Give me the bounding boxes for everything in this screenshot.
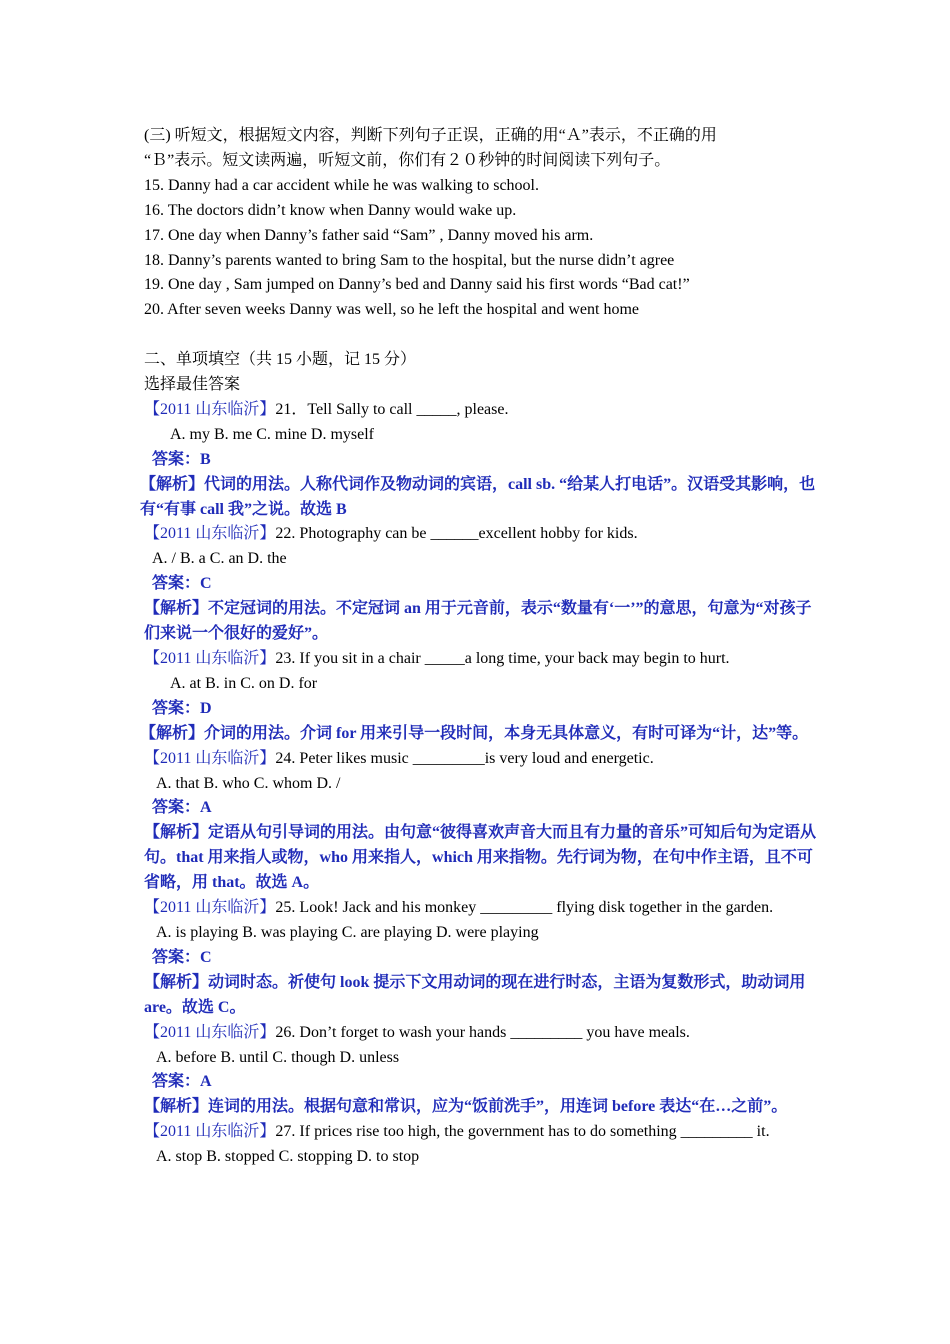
question-21-answer: 答案：B [152, 450, 211, 468]
question-source: 【2011 山东临沂】 [144, 525, 276, 543]
question-source: 【2011 山东临沂】 [144, 1023, 276, 1041]
question-stem: 27. If prices rise too high, the government has to do something _________ it. [275, 1123, 770, 1141]
question-26-options: A. before B. until C. though D. unless [156, 1048, 400, 1066]
question-stem: 22. Photography can be ______excellent hobby for kids. [275, 525, 638, 543]
statement-17: 17. One day when Danny’s father said “Sam” , Danny moved his arm. [144, 226, 594, 244]
question-27-options: A. stop B. stopped C. stopping D. to stop [156, 1148, 420, 1166]
question-22-options: A. / B. a C. an D. the [152, 550, 287, 568]
spacer [144, 323, 824, 348]
question-25-analysis: 【解析】动词时态。祈使句 look 提示下文用动词的现在进行时态，主语为复数形式，助动词用 are。故选 C。 [144, 973, 806, 1016]
question-source: 【2011 山东临沂】 [144, 400, 276, 418]
question-23-options: A. at B. in C. on D. for [170, 674, 318, 692]
question-21-options: A. my B. me C. mine D. myself [170, 425, 374, 443]
question-source: 【2011 山东临沂】 [144, 650, 276, 668]
question-source: 【2011 山东临沂】 [144, 1123, 276, 1141]
document-page [140, 124, 824, 1170]
question-22-answer: 答案：C [152, 575, 212, 593]
question-23 [144, 647, 824, 672]
statement-16: 16. The doctors didn’t know when Danny would wake up. [144, 201, 517, 219]
question-24-analysis: 【解析】定语从句引导词的用法。由句意“彼得喜欢声音大而且有力量的音乐”可知后句为定语从句。that 用来指人或物，who 用来指人，which 用来指物。先行词为物，在句中作主语，且不可省略，用 that。故选 A。 [144, 824, 817, 892]
statement-20: 20. After seven weeks Danny was well, so he left the hospital and went home [144, 301, 639, 319]
question-24-options: A. that B. who C. whom D. / [156, 774, 341, 792]
question-stem: 26. Don’t forget to wash your hands _________ you have meals. [275, 1023, 690, 1041]
question-23-analysis: 【解析】介词的用法。介词 for 用来引导一段时间，本身无具体意义，有时可译为“计，达”等。 [140, 724, 809, 742]
question-source: 【2011 山东临沂】 [144, 899, 276, 917]
question-stem: 25. Look! Jack and his monkey _________ flying disk together in the garden. [275, 899, 774, 917]
question-23-answer: 答案：D [152, 699, 212, 717]
section3-intro-line1: (三) 听短文，根据短文内容，判断下列句子正误，正确的用“Ａ”表示，不正确的用 [144, 127, 717, 144]
question-26-answer: 答案：A [152, 1073, 212, 1091]
question-22 [144, 522, 824, 547]
section3-intro-line2: “Ｂ”表示。短文读两遍，听短文前，你们有２０秒钟的时间阅读下列句子。 [144, 151, 671, 169]
statement-19: 19. One day , Sam jumped on Danny’s bed and Danny said his first words “Bad cat!” [144, 276, 690, 294]
question-26 [144, 1021, 824, 1046]
question-21-analysis: 【解析】代词的用法。人称代词作及物动词的宾语，call sb. “给某人打电话”。汉语受其影响，也有“有事 call 我”之说。故选 B [140, 475, 816, 518]
statement-15: 15. Danny had a car accident while he was walking to school. [144, 176, 539, 194]
question-stem: 23. If you sit in a chair _____a long time, your back may begin to hurt. [275, 650, 730, 668]
question-26-analysis: 【解析】连词的用法。根据句意和常识，应为“饭前洗手”，用连词 before 表达“在…之前”。 [144, 1098, 788, 1116]
section2-instruction: 选择最佳答案 [144, 376, 241, 394]
question-24-answer: 答案：A [152, 799, 212, 817]
statement-18: 18. Danny’s parents wanted to bring Sam to the hospital, but the nurse didn’t agree [144, 251, 675, 269]
question-25 [144, 896, 824, 921]
section2-heading: 二、单项填空（共 15 小题，记 15 分） [144, 351, 417, 369]
question-24 [144, 747, 824, 772]
question-stem: 21．Tell Sally to call _____, please. [275, 400, 509, 418]
question-source: 【2011 山东临沂】 [144, 749, 276, 767]
question-27 [144, 1120, 824, 1145]
question-25-answer: 答案：C [152, 948, 212, 966]
question-22-analysis: 【解析】不定冠词的用法。不定冠词 an 用于元音前，表示“数量有‘一’”的意思，句意为“对孩子们来说一个很好的爱好”。 [144, 600, 812, 643]
question-21 [144, 398, 824, 423]
question-stem: 24. Peter likes music _________is very loud and energetic. [275, 749, 654, 767]
question-25-options: A. is playing B. was playing C. are playing D. were playing [156, 923, 539, 941]
